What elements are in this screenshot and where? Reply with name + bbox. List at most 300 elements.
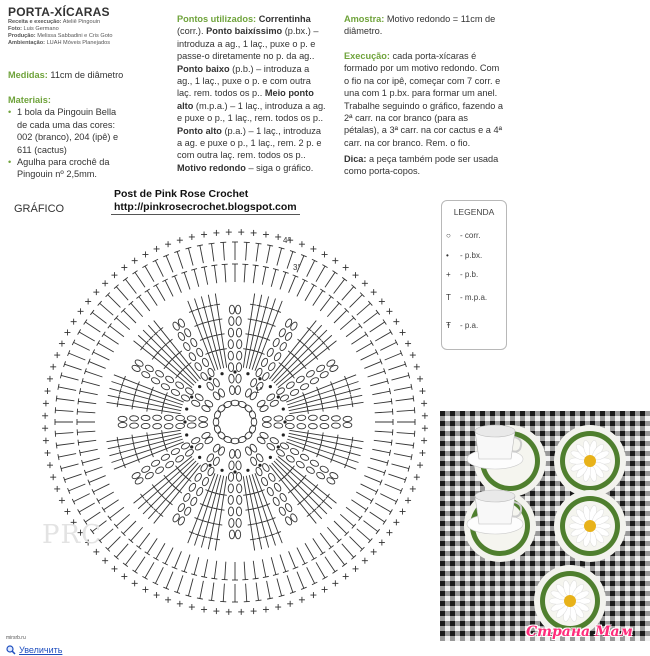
double-crochet-stitch [100, 303, 114, 315]
stitch-bar [136, 295, 141, 299]
double-crochet-stitch [89, 362, 106, 369]
stitch-bar [333, 271, 338, 274]
chain-stitch [154, 466, 164, 475]
double-crochet-stitch [385, 484, 402, 491]
chain-stitch [260, 357, 269, 367]
stitch-bar [133, 398, 134, 404]
stitch-bar [78, 329, 81, 334]
chain-stitch [118, 416, 127, 421]
stitch-bar [263, 266, 269, 267]
chain-stitch [212, 443, 221, 453]
double-crochet-stitch [361, 352, 377, 360]
double-crochet-stitch [256, 583, 258, 601]
stitch-bar [117, 401, 118, 407]
chain-stitch [236, 495, 242, 504]
double-crochet-stitch [357, 303, 371, 315]
chain-stitch [228, 495, 234, 504]
double-crochet-stitch [357, 529, 371, 541]
double-crochet-stitch [204, 267, 208, 285]
stitch-bar [102, 332, 105, 337]
chain-stitch [236, 328, 242, 337]
stitch-bar [413, 443, 414, 449]
double-crochet-stitch [135, 557, 145, 572]
double-crochet-stitch [327, 303, 339, 317]
materiais [8, 94, 126, 181]
chain-stitch [236, 317, 242, 326]
stitch-bar [320, 552, 325, 555]
chain-stitch [261, 462, 270, 472]
stitch-bar [208, 305, 214, 306]
double-crochet-stitch [82, 381, 99, 386]
stitch-bar [245, 509, 251, 510]
stitch-bar [307, 408, 308, 414]
double-crochet-stitch [57, 399, 75, 401]
chain-stitch [134, 359, 144, 368]
chain-stitch [170, 388, 180, 397]
double-crochet-stitch [287, 575, 293, 592]
stitch-bar [168, 339, 173, 343]
chain-stitch [275, 387, 285, 396]
double-crochet-stitch [244, 562, 245, 580]
chain-stitch [172, 513, 181, 523]
chain-stitch [118, 422, 127, 427]
chain-stitch [289, 513, 298, 523]
double-crochet-stitch [397, 410, 415, 411]
chain-stitch [201, 357, 210, 367]
chain-stitch [200, 371, 209, 381]
chain-stitch [154, 369, 164, 378]
double-crochet-stitch [78, 401, 96, 403]
stitch-bar [145, 289, 150, 292]
cup-rim [475, 425, 515, 437]
slip-stitch [220, 372, 223, 375]
flower-center [584, 455, 596, 467]
stitch-bar [142, 576, 147, 579]
magnifier-icon [6, 645, 16, 655]
medidas: Medidas: 11cm de diâmetro [8, 70, 124, 80]
stitch-bar [176, 466, 180, 471]
chain-stitch [195, 486, 204, 496]
double-crochet-stitch [166, 256, 173, 273]
double-crochet-stitch [204, 559, 208, 577]
stitch-bar [162, 430, 163, 436]
chain-stitch [228, 484, 234, 493]
chain-stitch [299, 382, 309, 391]
chain-stitch [217, 430, 227, 440]
chain-stitch [228, 472, 234, 481]
single-crochet-symbol-icon: + [446, 270, 451, 279]
double-crochet-stitch [262, 267, 266, 285]
double-crochet-stitch [225, 264, 226, 282]
double-crochet-stitch [374, 440, 392, 442]
double-crochet-stitch [85, 322, 100, 332]
stitch-bar [219, 334, 225, 335]
chain-stitch [320, 423, 329, 429]
double-crochet-stitch [388, 474, 405, 480]
stitch-bar [164, 475, 168, 480]
chain-stitch [236, 374, 242, 383]
chain-stitch [165, 460, 175, 469]
double-crochet-stitch [79, 503, 95, 512]
double-crochet-stitch [74, 342, 90, 350]
double-crochet-stitch [325, 557, 335, 572]
stitch-bar [140, 345, 144, 350]
double-crochet-stitch [334, 551, 345, 565]
stitch-bar [84, 320, 87, 325]
stitch-bar [383, 520, 386, 525]
double-crochet-stitch [131, 303, 143, 317]
double-crochet-stitch [69, 353, 86, 360]
stitch-bar [243, 494, 249, 495]
stitch-bar [123, 277, 128, 281]
chain-stitch [274, 416, 283, 422]
materiais-list [8, 106, 126, 180]
double-crochet-stitch [123, 310, 136, 323]
chain-stitch [236, 363, 242, 372]
stitch-bar [197, 245, 203, 246]
stitch-bar [267, 598, 273, 599]
double-crochet-stitch [305, 285, 314, 301]
double-crochet-stitch [139, 533, 150, 547]
double-crochet-stitch [394, 454, 412, 458]
chain-stitch [305, 369, 315, 378]
chain-stitch [289, 388, 299, 397]
stitch-bar [302, 364, 306, 369]
double-crochet-stitch [351, 334, 366, 344]
chain-stitch [217, 388, 225, 398]
double-crochet-stitch [104, 334, 119, 344]
chain-stitch [309, 459, 319, 468]
double-crochet-stitch [155, 567, 163, 583]
chain-stitch [164, 415, 173, 421]
double-crochet-stitch [396, 399, 414, 401]
stitch-bar [336, 440, 337, 446]
credit-line: Foto: Luis Germano [8, 26, 59, 33]
chain-stitch [229, 461, 235, 470]
double-crochet-stitch [57, 443, 75, 445]
stitch-bar [56, 443, 57, 449]
double-crochet-stitch [166, 572, 173, 589]
double-crochet-stitch [297, 548, 305, 564]
slip-stitch [233, 370, 236, 373]
double-crochet-stitch [225, 562, 226, 580]
double-crochet-stitch [316, 266, 325, 282]
double-crochet-stitch [277, 578, 282, 595]
double-crochet-stitch [280, 555, 286, 572]
stitch-bar [256, 538, 262, 539]
stitch-bar [187, 363, 192, 367]
stitch-bar [118, 395, 119, 401]
legend-item: Ŧ - p.a. [446, 321, 479, 330]
stitch-bar [351, 395, 352, 401]
double-crochet-stitch [223, 584, 224, 602]
double-crochet-stitch [364, 312, 378, 323]
stitch-bar [329, 295, 334, 299]
chain-stitch [141, 423, 150, 429]
double-crochet-stitch [361, 484, 377, 492]
chain-stitch [236, 484, 242, 493]
double-crochet-stitch [139, 297, 150, 311]
stitch-bar [78, 509, 81, 514]
chain-stitch [229, 518, 235, 527]
double-crochet-stitch [188, 578, 193, 595]
chain-stitch [331, 423, 340, 429]
chain-stitch [272, 337, 281, 347]
chain-stitch [243, 404, 253, 414]
stitch-bar [389, 388, 390, 394]
double-crochet-stitch [391, 464, 408, 469]
stitch-bar [248, 524, 254, 525]
stitch-bar [383, 320, 386, 325]
chain-stitch [200, 462, 209, 472]
chain-stitch [131, 364, 141, 373]
chain-stitch [308, 423, 317, 429]
stitch-bar [336, 398, 337, 404]
stitch-bar [370, 498, 373, 503]
chain-stitch [229, 386, 235, 395]
chain-stitch [295, 460, 305, 469]
stitch-bar [211, 320, 217, 321]
chain-stitch [284, 318, 293, 328]
double-crochet-stitch [334, 521, 347, 534]
chain-stitch [228, 507, 234, 516]
stitch-bar [108, 323, 112, 328]
chain-stitch [228, 351, 234, 360]
stitch-bar [333, 570, 338, 573]
chain-stitch [188, 352, 197, 362]
chain-stitch [141, 415, 150, 421]
double-crochet-stitch [370, 322, 385, 332]
zoom-link[interactable]: Увеличить [6, 645, 62, 655]
chain-stitch [217, 404, 227, 414]
chain-stitch [189, 337, 198, 347]
chain-stitch [244, 446, 252, 456]
double-crochet-stitch [108, 537, 121, 550]
site-label: mirsrb.ru [6, 635, 26, 641]
slip-stitch [190, 395, 193, 398]
stitch-bar [108, 516, 112, 521]
stitch-bar [267, 245, 273, 246]
double-crochet-stitch [92, 312, 106, 323]
double-crochet-stitch [287, 252, 293, 269]
credit-line: Produção: Melissa Sabbadini e Cris Goto [8, 33, 113, 39]
double-crochet-stitch [380, 342, 396, 350]
chain-stitch [272, 496, 281, 506]
double-crochet-stitch [212, 583, 214, 601]
credit-line: Ambientação: LUAH Móveis Planejados [8, 39, 110, 46]
stitch-bar [337, 435, 338, 441]
chain-stitch [309, 376, 319, 385]
chain-stitch [229, 317, 235, 326]
chain-stitch [285, 415, 294, 421]
chain-stitch [289, 321, 298, 331]
double-crochet-stitch [350, 295, 363, 308]
stitch-bar [78, 440, 79, 446]
chain-stitch [194, 472, 203, 482]
chain-stitch [274, 423, 283, 429]
stitch-bar [411, 384, 412, 390]
double-crochet-stitch [364, 362, 381, 369]
stitch-bar [365, 507, 368, 512]
stitch-bar [370, 340, 373, 345]
double-crochet-stitch [364, 476, 381, 483]
stitch-bar [140, 494, 144, 499]
slip-stitch [258, 464, 261, 467]
chain-stitch [284, 516, 293, 526]
stitch-bar [221, 349, 227, 350]
double-crochet-stitch [61, 375, 78, 380]
stitch-bar [211, 265, 217, 266]
double-crochet-stitch [375, 332, 391, 341]
chain-stitch [326, 476, 336, 485]
stitch-bar [263, 576, 269, 577]
double-crochet-stitch [104, 500, 119, 510]
chain-stitch [273, 482, 282, 492]
chain-stitch [236, 472, 242, 481]
double-crochet-stitch [356, 343, 372, 352]
double-crochet-stitch [108, 295, 121, 308]
double-crochet-stitch [74, 494, 90, 502]
chain-stitch [326, 359, 336, 368]
list-item: • 1 bola da Pingouin Bella de cada uma das cores: 002 (branco), 204 (ipê) e 611 (cactus) [8, 106, 126, 156]
slip-stitch-symbol-icon: • [446, 251, 449, 260]
slip-stitch [198, 456, 201, 459]
stitch-bar [256, 600, 262, 601]
chain-stitch [262, 422, 271, 428]
chain-stitch [150, 459, 160, 468]
chain-stitch [199, 416, 208, 422]
credit-line: Receita e execução: Ateliê Pingouin [8, 19, 101, 26]
stitch-bar [250, 539, 256, 540]
credits [8, 19, 168, 46]
stitch-bar [209, 243, 215, 244]
stitch-bar [298, 501, 303, 505]
flower-center [564, 595, 576, 607]
double-crochet-stitch [356, 492, 372, 501]
stitch-bar [153, 557, 158, 560]
double-crochet-stitch [58, 387, 76, 391]
stitch-bar [365, 332, 368, 337]
stitch-bar [342, 563, 347, 567]
double-crochet-stitch [372, 449, 390, 453]
slip-stitch [208, 377, 211, 380]
double-crochet-stitch [313, 291, 323, 306]
chain-stitch [236, 518, 242, 527]
chain-stitch [236, 340, 242, 349]
chain-stitch [184, 448, 194, 457]
row-4-marker: 4° [283, 236, 291, 245]
chain-symbol-icon: ○ [446, 231, 451, 240]
double-crochet-stitch [244, 264, 245, 282]
stitch-bar [136, 546, 141, 550]
chain-stitch [297, 415, 306, 421]
stitch-bar [322, 576, 327, 579]
double-crochet-stitch [110, 507, 124, 518]
stitch-bar [145, 552, 150, 555]
double-crochet-stitch [350, 537, 363, 550]
double-crochet-stitch [123, 521, 136, 534]
stitch-bar [322, 265, 327, 268]
chain-stitch [343, 422, 352, 427]
double-crochet-stitch [175, 551, 182, 568]
double-crochet-symbol-icon: Ŧ [446, 321, 451, 330]
double-crochet-stitch [313, 538, 323, 553]
stitch-bar [391, 440, 392, 446]
double-crochet-stitch [116, 544, 128, 558]
stitch-bar [211, 578, 217, 579]
legend-item: + - p.b. [446, 270, 479, 279]
stitch-bar [132, 403, 133, 409]
materiais-label: Materiais: [8, 95, 51, 105]
chain-stitch [150, 376, 160, 385]
chain-stitch [285, 381, 295, 390]
double-crochet-stitch [370, 458, 387, 463]
slip-stitch [282, 407, 285, 410]
double-crochet-stitch [214, 561, 216, 579]
chain-stitch [261, 371, 270, 381]
slip-stitch [258, 377, 261, 380]
stitch-bar [413, 396, 414, 402]
double-crochet-stitch [147, 291, 157, 306]
slip-stitch [190, 445, 193, 448]
slip-stitch [185, 407, 188, 410]
stitch-bar [118, 443, 119, 449]
chain-stitch [236, 351, 242, 360]
post-watermark: Post de Pink Rose Crochet http://pinkrosecrochet.blogspot.com [111, 188, 300, 215]
chain-stitch [182, 341, 191, 351]
double-crochet-stitch [246, 242, 247, 260]
double-crochet-stitch [396, 443, 414, 445]
stitch-bar [133, 440, 134, 446]
chain-stitch [235, 305, 240, 314]
row-3-marker: 3° [293, 263, 301, 272]
chain-stitch [170, 447, 180, 456]
slip-stitch [246, 469, 249, 472]
slip-stitch [185, 433, 188, 436]
chain-stitch [187, 423, 196, 429]
stitch-bar [326, 345, 330, 350]
chain-stitch [165, 375, 175, 384]
stitch-bar [326, 494, 330, 499]
chain-stitch [194, 362, 203, 372]
double-crochet-stitch [368, 467, 385, 473]
legend-box [441, 200, 507, 350]
double-crochet-stitch [110, 326, 124, 337]
double-crochet-stitch [391, 375, 408, 380]
chain-stitch [267, 472, 276, 482]
slip-stitch [282, 433, 285, 436]
chain-stitch [201, 431, 211, 439]
chain-stitch [177, 318, 186, 328]
chain-stitch [244, 388, 252, 398]
stitch-bar [132, 435, 133, 441]
double-crochet-stitch [351, 500, 366, 510]
chain-stitch [201, 476, 210, 486]
double-crochet-stitch [256, 244, 258, 262]
stitch-bar [359, 323, 363, 328]
double-crochet-stitch [156, 543, 165, 559]
stitch-bar [391, 398, 392, 404]
half-double-symbol-icon: T [446, 293, 451, 302]
stitch-bar [253, 320, 259, 321]
chain-stitch [235, 449, 241, 458]
chain-stitch [256, 436, 266, 445]
stitch-bar [152, 485, 156, 490]
stitch-bar [216, 319, 222, 320]
double-crochet-stitch [116, 287, 128, 301]
stitch-bar [307, 513, 312, 517]
chain-stitch [262, 416, 271, 422]
